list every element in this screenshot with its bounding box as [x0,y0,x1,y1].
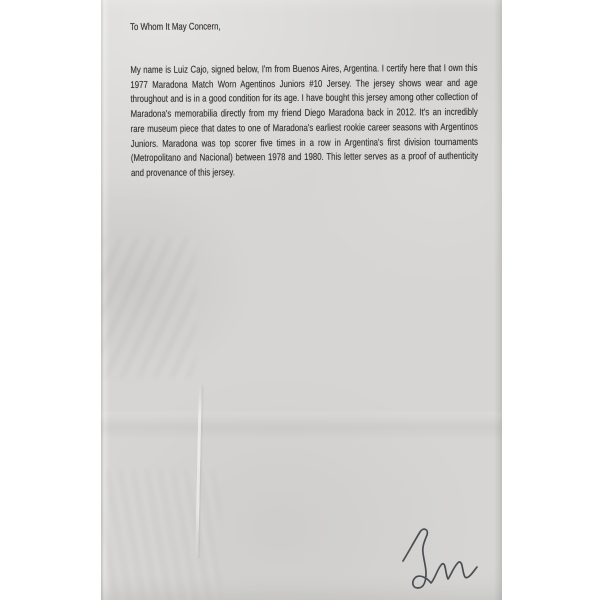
paper-fold-crease [101,412,502,440]
handwritten-signature-icon [395,515,505,600]
letter-body-paragraph: My name is Luiz Cajo, signed below, I'm from Buenos Aires, Argentina. I certify here that I own this 1977 Maradona Match Worn Agentinos Juniors #10 Jersey. The jersey shows wear and age throughout and is in a good condition for its age. I have bought this jersey among other collection of Maradona's memorabilia directly from my friend Diego Maradona back in 2012. It's an incredibly rare museum piece that dates to one of Maradona's earliest rookie career seasons with Argentinos Juniors. Maradona was top scorer five times in a row in Argentina's first division tournaments (Metropolitano and Nacional) between 1978 and 1980. This letter serves as a proof of authenticity and provenance of this jersey. [130,62,479,180]
paper-wrinkle-left [101,238,196,378]
signature-stroke [403,529,477,588]
letter-salutation: To Whom It May Concern, [130,21,221,33]
paper-wrinkle-bottom-left [101,470,221,600]
letter-paper-photo [101,0,502,600]
paper-crease-vertical [195,386,202,558]
letter-content [130,19,478,182]
